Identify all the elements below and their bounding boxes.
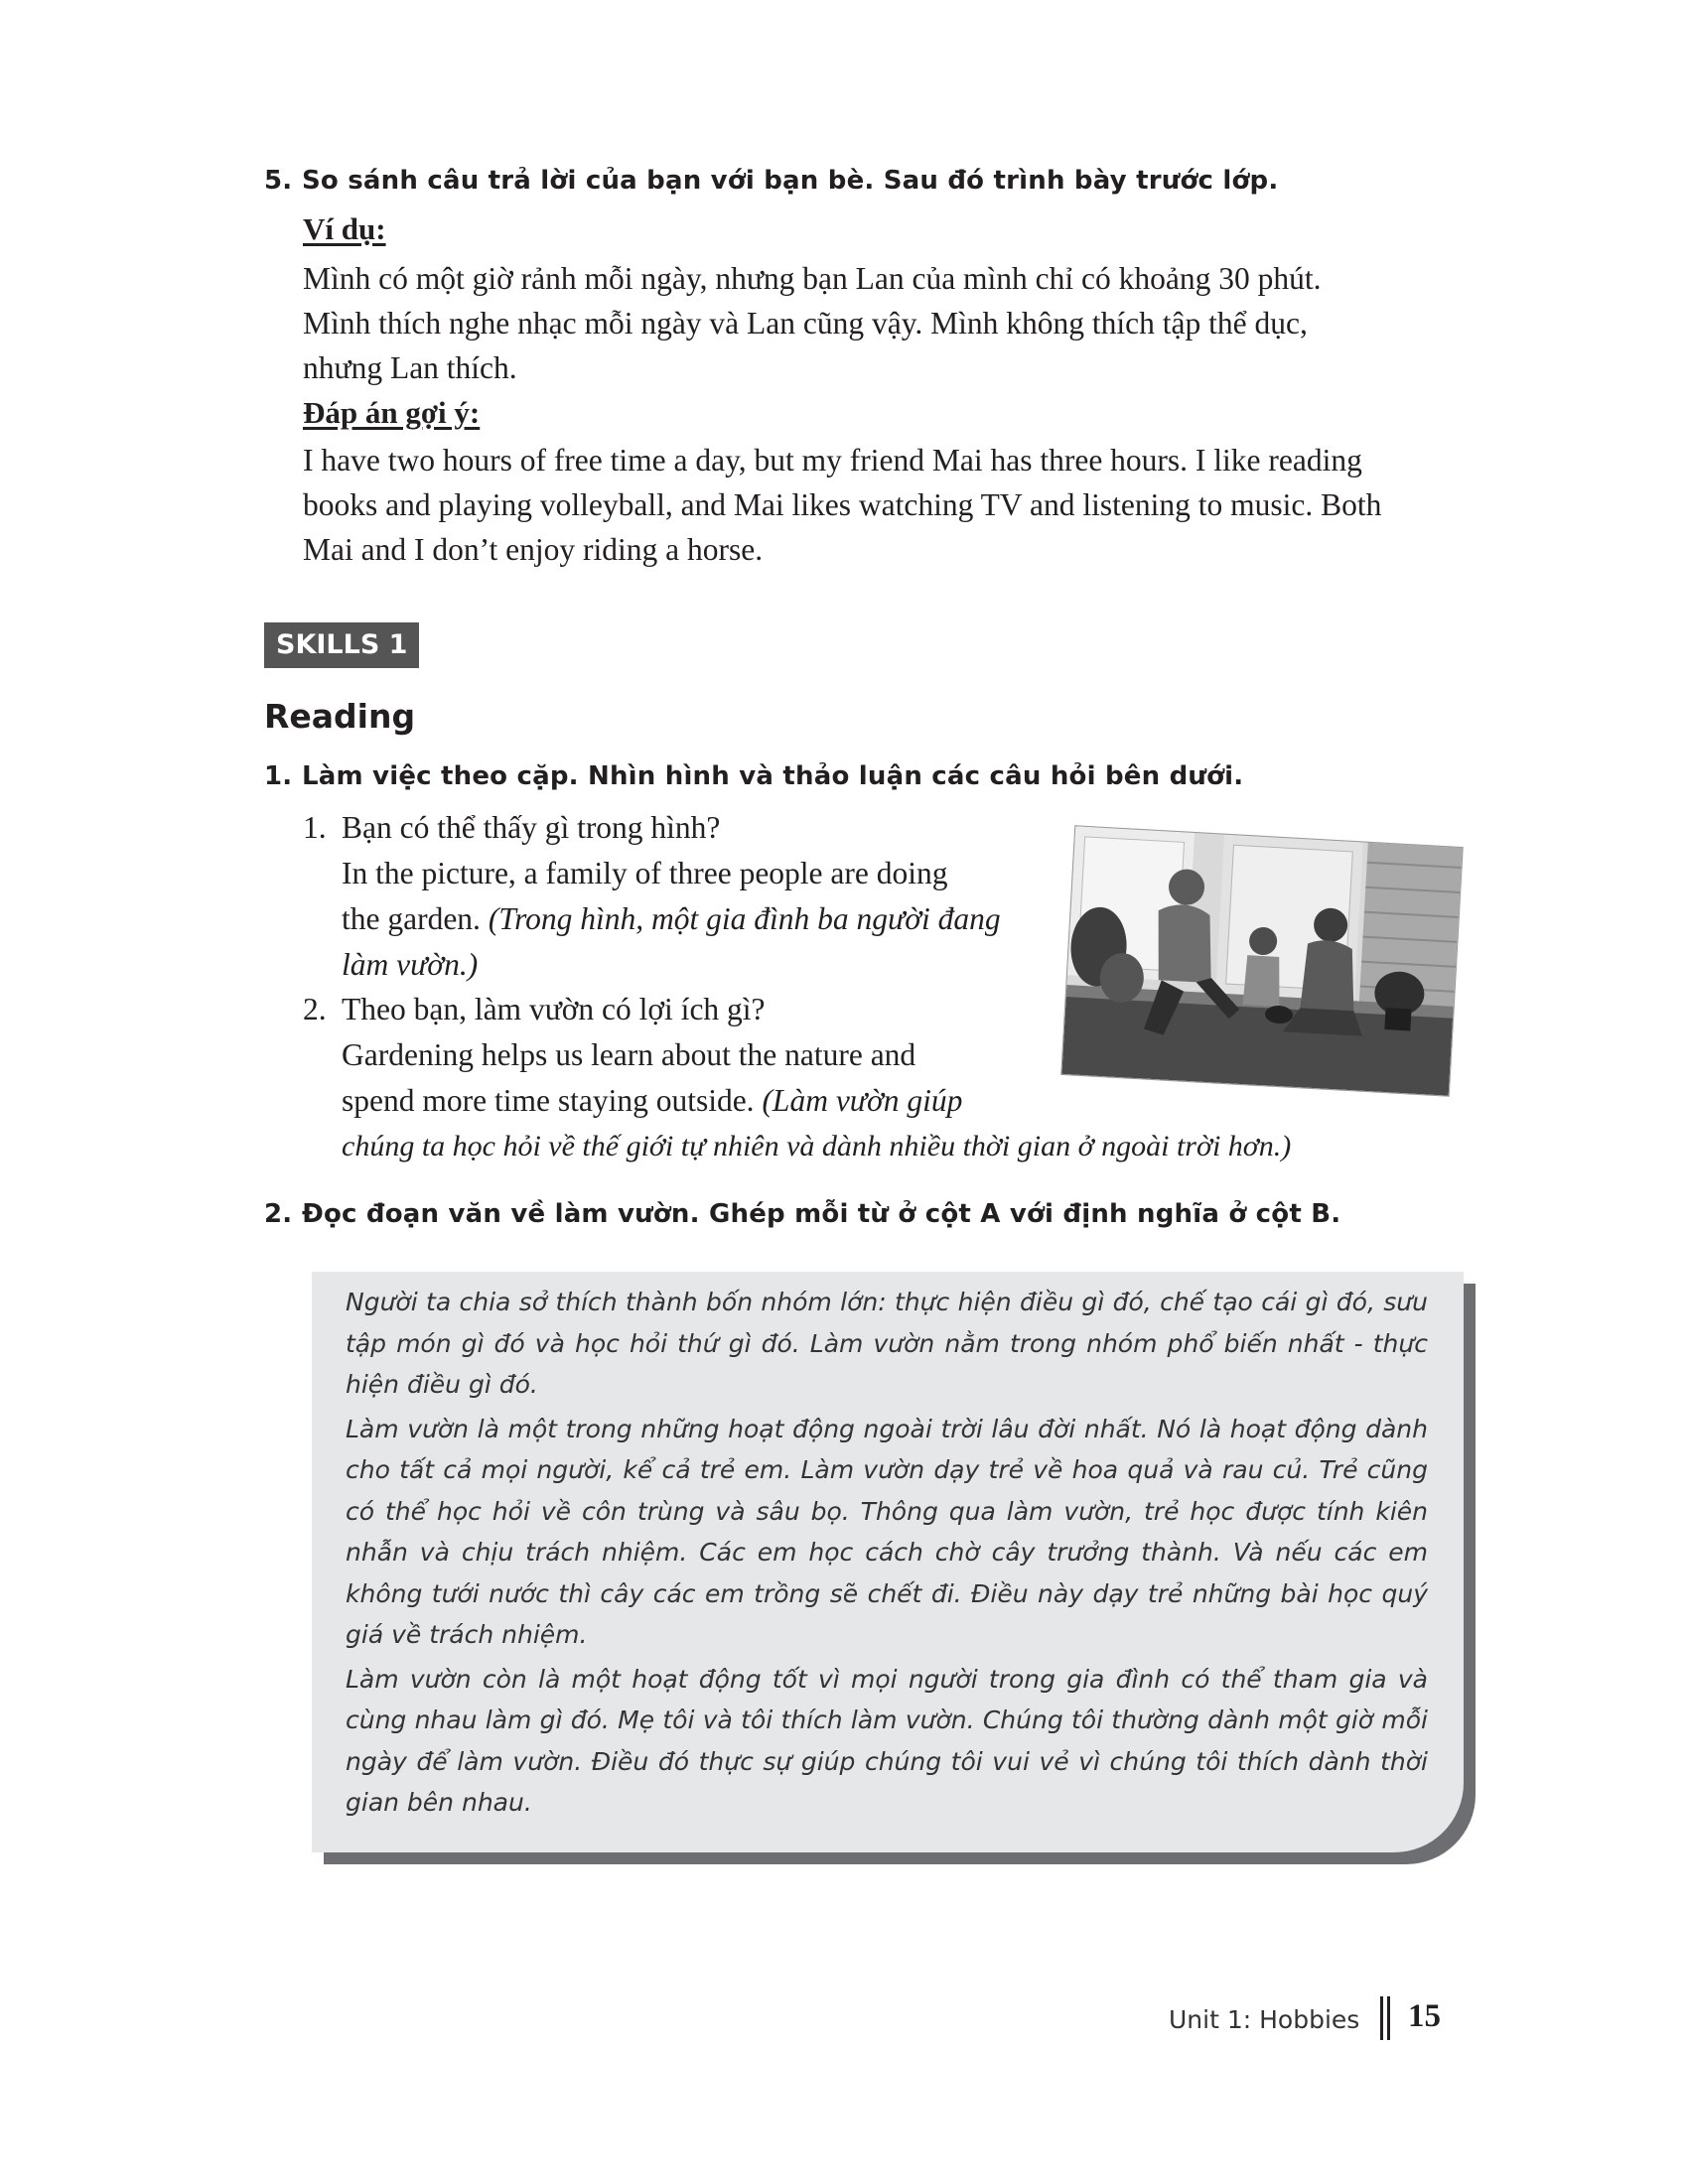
question-number: 2. xyxy=(303,992,327,1026)
answer-text xyxy=(303,438,1460,572)
section-title-reading: Reading xyxy=(264,697,416,736)
answer-line xyxy=(342,896,1056,942)
example-label: Ví dụ: xyxy=(303,211,386,246)
question-text: Theo bạn, làm vườn có lợi ích gì? xyxy=(342,992,766,1026)
footer-unit-title: Unit 1: Hobbies xyxy=(1169,2005,1360,2034)
exercise-2-heading xyxy=(264,1199,1456,1229)
exercise-heading-text: So sánh câu trả lời của bạn với bạn bè. Sau đó trình bày trước lớp. xyxy=(302,166,1279,196)
exercise-heading-text: Làm việc theo cặp. Nhìn hình và thảo luận các câu hỏi bên dưới. xyxy=(302,761,1244,791)
passage-paragraph: Làm vườn là một trong những hoạt động ngoài trời lâu đời nhất. Nó là hoạt động dành cho tất cả mọi người, kể cả trẻ em. Làm vườn dạy trẻ về hoa quả và rau củ. Trẻ cũng có thể học hỏi về côn trùng và sâu bọ. Thông qua làm vườn, trẻ học được tính kiên nhẫn và chịu trách nhiệm. Các em học cách chờ cây trưởng thành. Và nếu các em không tưới nước thì cây các em trồng sẽ chết đi. Điều này dạy trẻ những bài học quý giá về trách nhiệm. xyxy=(346,1414,1428,1649)
footer-divider xyxy=(1387,1996,1390,2040)
family-gardening-photo xyxy=(1060,825,1463,1096)
text-line: nhưng Lan thích. xyxy=(303,350,517,385)
exercise-1-heading xyxy=(264,761,1456,791)
answer-translation: (Làm vườn giúp xyxy=(762,1083,963,1118)
text-line: Mai and I don’t enjoy riding a horse. xyxy=(303,532,764,567)
question-text: Bạn có thể thấy gì trong hình? xyxy=(342,810,721,845)
text-line: Mình thích nghe nhạc mỗi ngày và Lan cũng vậy. Mình không thích tập thể dục, xyxy=(303,306,1308,341)
reading-passage-box xyxy=(312,1272,1464,1852)
page-number: 15 xyxy=(1408,1998,1441,2034)
answer-text: spend more time staying outside. xyxy=(342,1083,755,1118)
answer-translation: chúng ta học hỏi về thế giới tự nhiên và dành nhiều thời gian ở ngoài trời hơn.) xyxy=(342,1130,1292,1162)
exercise-number: 2. xyxy=(264,1199,293,1229)
skills-badge: SKILLS 1 xyxy=(264,622,419,668)
example-text xyxy=(303,256,1460,390)
text-line: books and playing volleyball, and Mai likes watching TV and listening to music. Both xyxy=(303,487,1382,522)
answer-text: the garden. xyxy=(342,901,481,936)
answer-translation: làm vườn.) xyxy=(342,947,479,982)
footer-divider xyxy=(1380,1996,1383,2040)
exercise-heading-text: Đọc đoạn văn về làm vườn. Ghép mỗi từ ở cột A với định nghĩa ở cột B. xyxy=(302,1199,1341,1229)
answer-line: In the picture, a family of three people are doing xyxy=(342,856,948,890)
text-line: I have two hours of free time a day, but my friend Mai has three hours. I like reading xyxy=(303,443,1362,478)
exercise-number: 1. xyxy=(264,761,293,791)
exercise-number: 5. xyxy=(264,166,293,196)
passage-paragraph: Làm vườn còn là một hoạt động tốt vì mọi người trong gia đình có thể tham gia và cùng nhau làm gì đó. Mẹ tôi và tôi thích làm vườn. Chúng tôi thường dành một giờ mỗi ngày để làm vườn. Điều đó thực sự giúp chúng tôi vui vẻ vì chúng tôi thích dành thời gian bên nhau. xyxy=(346,1664,1428,1817)
answer-line: Gardening helps us learn about the nature and xyxy=(342,1037,916,1072)
question-1 xyxy=(342,805,1056,988)
text-line: Mình có một giờ rảnh mỗi ngày, nhưng bạn Lan của mình chỉ có khoảng 30 phút. xyxy=(303,261,1322,296)
question-number: 1. xyxy=(303,810,327,845)
answer-label: Đáp án gợi ý: xyxy=(303,395,481,430)
passage-paragraph: Người ta chia sở thích thành bốn nhóm lớn: thực hiện điều gì đó, chế tạo cái gì đó, sưu tập món gì đó và học hỏi thứ gì đó. Làm vườn nằm trong nhóm phổ biến nhất - thực hiện điều gì đó. xyxy=(346,1288,1428,1399)
exercise-5-heading xyxy=(264,166,1456,196)
answer-translation: (Trong hình, một gia đình ba người đang xyxy=(488,901,1001,936)
family-gardening-image xyxy=(1061,826,1462,1095)
